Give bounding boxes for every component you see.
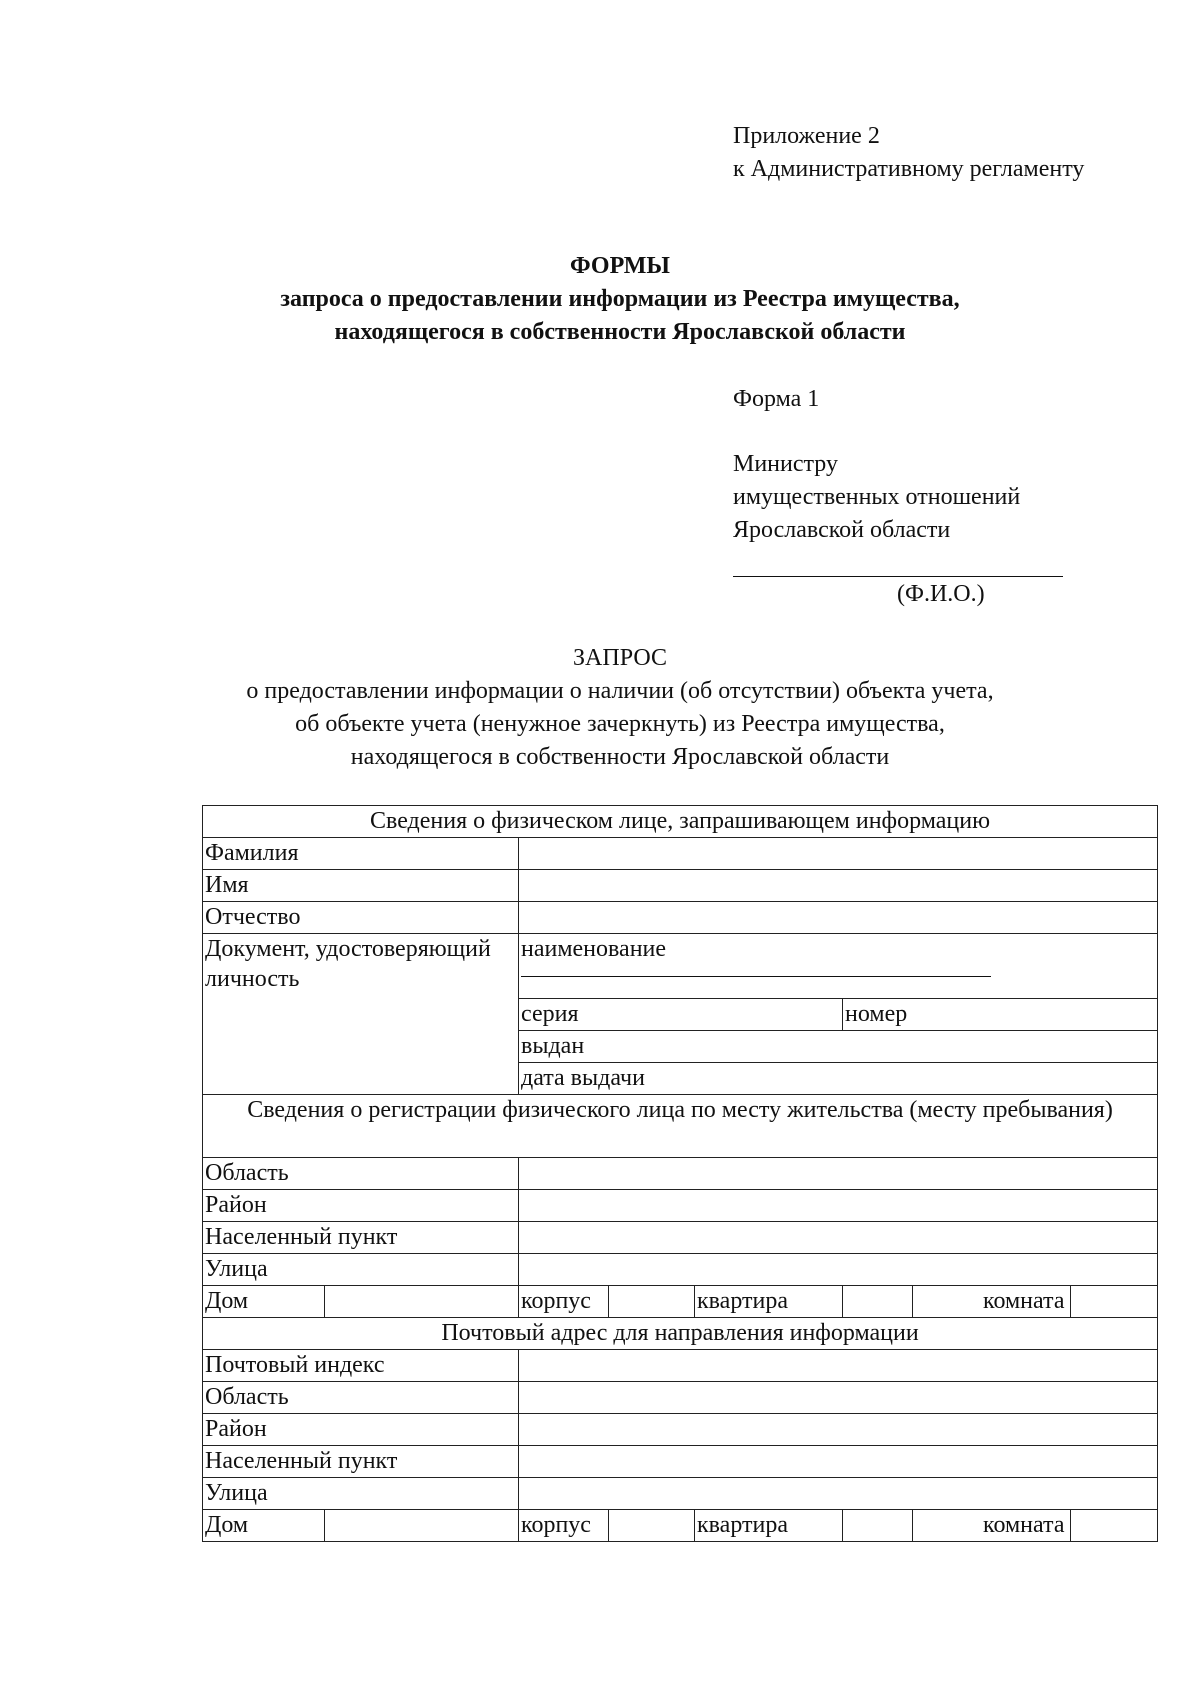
title-line-3: находящегося в собственности Ярославской области (334, 319, 906, 345)
post-apartment-field[interactable] (843, 1510, 913, 1542)
table-row (203, 1222, 1158, 1254)
document-date-field[interactable] (519, 1063, 1158, 1095)
post-room-field[interactable] (1071, 1510, 1158, 1542)
reg-locality-field[interactable] (519, 1222, 1158, 1254)
post-region-field[interactable] (519, 1382, 1158, 1414)
table-row (203, 1190, 1158, 1222)
reg-district-field[interactable] (519, 1190, 1158, 1222)
addressee-line-2: имущественных отношений (733, 484, 1021, 510)
request-heading-block (200, 642, 1040, 774)
reg-building-field[interactable] (609, 1286, 695, 1318)
reg-apartment-label: квартира (695, 1286, 843, 1318)
table-row (203, 1414, 1158, 1446)
reg-house-label: Дом (203, 1286, 325, 1318)
post-street-label: Улица (203, 1478, 519, 1510)
reg-region-field[interactable] (519, 1158, 1158, 1190)
fio-caption: (Ф.И.О.) (897, 581, 985, 607)
post-locality-field[interactable] (519, 1446, 1158, 1478)
identity-document-label: Документ, удостоверяющий личность (203, 934, 519, 1095)
reg-district-label: Район (203, 1190, 519, 1222)
post-index-label: Почтовый индекс (203, 1350, 519, 1382)
reg-region-label: Область (203, 1158, 519, 1190)
addressee-line-3: Ярославской области (733, 517, 951, 543)
table-row (203, 838, 1158, 870)
post-locality-label: Населенный пункт (203, 1446, 519, 1478)
section-postal-header: Почтовый адрес для направления информации (203, 1318, 1158, 1350)
appendix-line-1: Приложение 2 (733, 123, 880, 149)
form-label: Форма 1 (733, 386, 820, 412)
section-registration-header: Сведения о регистрации физического лица по месту жительства (месту пребывания) (203, 1095, 1158, 1158)
title-line-1: ФОРМЫ (570, 253, 670, 279)
reg-house-field[interactable] (325, 1286, 519, 1318)
patronymic-field[interactable] (519, 902, 1158, 934)
table-row (203, 1382, 1158, 1414)
reg-street-label: Улица (203, 1254, 519, 1286)
request-line-3: находящегося в собственности Ярославской области (350, 744, 890, 770)
request-heading: ЗАПРОС (573, 645, 667, 671)
post-district-label: Район (203, 1414, 519, 1446)
surname-field[interactable] (519, 838, 1158, 870)
document-number-field[interactable] (843, 999, 1158, 1031)
reg-apartment-field[interactable] (843, 1286, 913, 1318)
table-row (203, 1478, 1158, 1510)
document-name-label: наименование (521, 936, 667, 962)
appendix-line-2: к Административному регламенту (733, 156, 1085, 182)
section-person-header: Сведения о физическом лице, запрашивающем информацию (203, 806, 1158, 838)
reg-building-label: корпус (519, 1286, 609, 1318)
document-number-label: номер (845, 1001, 908, 1027)
request-line-1: о предоставлении информации о наличии (об отсутствии) объекта учета, (246, 678, 994, 704)
post-district-field[interactable] (519, 1414, 1158, 1446)
table-row (203, 1446, 1158, 1478)
surname-label: Фамилия (203, 838, 519, 870)
post-apartment-label: квартира (695, 1510, 843, 1542)
post-building-label: корпус (519, 1510, 609, 1542)
post-street-field[interactable] (519, 1478, 1158, 1510)
reg-room-field[interactable] (1071, 1286, 1158, 1318)
appendix-header (733, 120, 1084, 186)
patronymic-label: Отчество (203, 902, 519, 934)
document-series-label: серия (521, 1001, 579, 1027)
request-form-table (202, 805, 1158, 1542)
document-series-field[interactable] (519, 999, 843, 1031)
post-region-label: Область (203, 1382, 519, 1414)
document-name-field[interactable] (519, 934, 1158, 999)
document-issued-field[interactable] (519, 1031, 1158, 1063)
title-line-2: запроса о предоставлении информации из Реестра имущества, (280, 286, 960, 312)
reg-street-field[interactable] (519, 1254, 1158, 1286)
document-title (200, 250, 1040, 349)
post-building-field[interactable] (609, 1510, 695, 1542)
reg-room-label: комната (913, 1286, 1071, 1318)
document-issued-label: выдан (521, 1033, 585, 1059)
fio-signature-line[interactable] (733, 576, 1063, 577)
post-room-label: комната (913, 1510, 1071, 1542)
post-house-label: Дом (203, 1510, 325, 1542)
document-date-label: дата выдачи (521, 1065, 645, 1091)
table-row (203, 1158, 1158, 1190)
post-index-field[interactable] (519, 1350, 1158, 1382)
table-row (203, 870, 1158, 902)
table-row (203, 1286, 1158, 1318)
addressee-line-1: Министру (733, 451, 838, 477)
request-line-2: об объекте учета (ненужное зачеркнуть) из Реестра имущества, (295, 711, 945, 737)
reg-locality-label: Населенный пункт (203, 1222, 519, 1254)
name-field[interactable] (519, 870, 1158, 902)
table-row (203, 1254, 1158, 1286)
name-label: Имя (203, 870, 519, 902)
table-row (203, 902, 1158, 934)
addressee-block (733, 448, 1020, 547)
table-row (203, 1510, 1158, 1542)
table-row (203, 934, 1158, 999)
post-house-field[interactable] (325, 1510, 519, 1542)
document-name-underline (521, 976, 991, 977)
table-row (203, 1350, 1158, 1382)
